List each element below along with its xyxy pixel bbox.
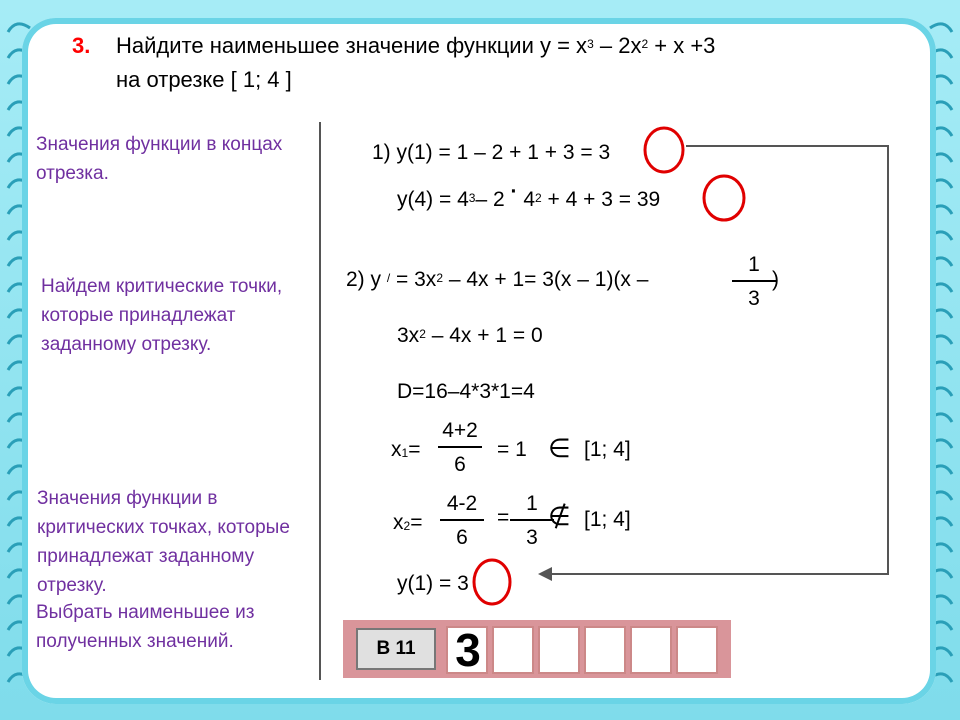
x2-interval: [1; 4] — [584, 508, 631, 531]
ring — [930, 24, 952, 32]
answer-cell[interactable] — [538, 626, 580, 674]
discriminant: D=16–4*3*1=4 — [397, 380, 535, 403]
derivative-line: 2) у $^/ = 3х^2 - 4х + 1= 3(х - 1)(х$ – — [346, 268, 649, 291]
x2-label: $х_2=$ — [393, 511, 423, 534]
task-label: В 11 — [356, 628, 436, 670]
belongs-symbol: ∈ — [548, 433, 571, 463]
x2-result-fraction: 1 3 — [510, 491, 554, 551]
x1-result: = 1 — [497, 438, 527, 461]
x2-fraction: 4-2 6 — [440, 491, 484, 551]
answer-cell[interactable] — [584, 626, 626, 674]
answer-digit: 3 — [455, 624, 481, 676]
answer-cell[interactable] — [492, 626, 534, 674]
answer-cell[interactable] — [630, 626, 672, 674]
derivative-close-paren: ) — [772, 268, 779, 291]
ring — [8, 24, 30, 32]
vertical-divider — [319, 122, 321, 680]
note-choose-min: Выбрать наименьшее из полученных значений. — [36, 602, 255, 652]
x2-equals: = — [497, 506, 510, 529]
x1-interval: [1; 4] — [584, 438, 631, 461]
note-critical-values: Значения функции в критических точках, которые принадлежат заданному отрезку. — [37, 488, 290, 596]
step-y1: 1) у(1) = 1 – 2 + 1 + 3 = 3 — [372, 141, 611, 164]
quadratic-equation: $3х^2 - 4х + 1 = 0$ — [397, 324, 543, 347]
x1-fraction: 4+2 6 — [438, 418, 482, 478]
final-value: у(1) = 3 — [397, 572, 469, 595]
x1-label: $х_1=$ — [391, 438, 421, 461]
not-belongs-symbol: ∉ — [548, 501, 571, 531]
note-endpoints: Значения функции в концах отрезка. — [36, 134, 283, 184]
problem-number: 3. — [72, 33, 91, 58]
problem-statement-line1: Найдите наименьшее значение функции $у = х^3 - 2х^2 + х +3$ — [116, 33, 716, 58]
step-y4: $у(4) = 4^3-$ $2 \cdot 4^2 + 4 + 3 = 39$ — [397, 180, 661, 211]
derivative-fraction: 1 3 — [732, 252, 776, 312]
problem-statement-line2: на отрезке [ 1; 4 ] — [116, 67, 292, 92]
note-critical-points: Найдем критические точки, которые принадлежат заданному отрезку. — [41, 276, 283, 355]
answer-cell[interactable] — [676, 626, 718, 674]
